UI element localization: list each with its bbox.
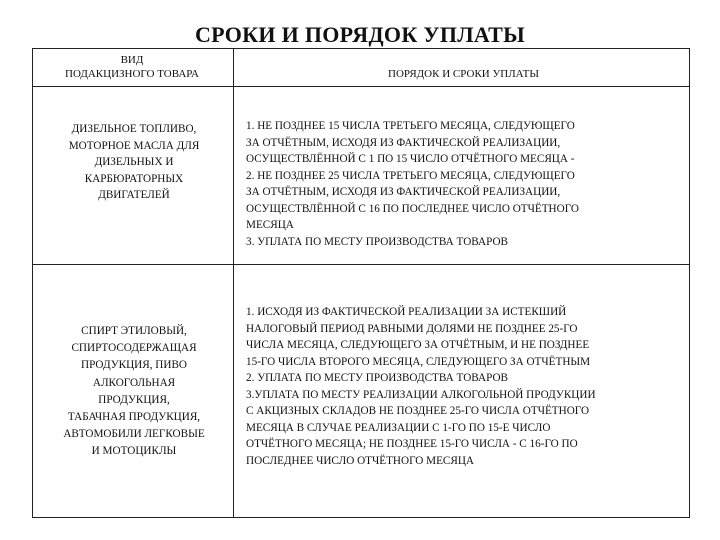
payment-terms-table	[32, 48, 690, 518]
row1-terms-line: МЕСЯЦА	[246, 219, 294, 231]
row2-terms-line: НАЛОГОВЫЙ ПЕРИОД РАВНЫМИ ДОЛЯМИ НЕ ПОЗДНЕЕ 25-ГО	[246, 322, 578, 335]
row1-terms-line: ЗА ОТЧЁТНЫМ, ИСХОДЯ ИЗ ФАКТИЧЕСКОЙ РЕАЛИЗАЦИИ,	[246, 186, 561, 198]
row2-terms-line: С АКЦИЗНЫХ СКЛАДОВ НЕ ПОЗДНЕЕ 25-ГО ЧИСЛА ОТЧЁТНОГО	[246, 405, 590, 417]
page-title: СРОКИ И ПОРЯДОК УПЛАТЫ	[194, 22, 526, 47]
row1-product	[42, 121, 226, 204]
row1-terms-line: 2. НЕ ПОЗДНЕЕ 25 ЧИСЛА ТРЕТЬЕГО МЕСЯЦА, СЛЕДУЮЩЕГО	[246, 169, 575, 182]
row2-terms	[246, 304, 694, 469]
header-payment-terms: ПОРЯДОК И СРОКИ УПЛАТЫ	[388, 68, 539, 80]
row2-terms-line: ОТЧЁТНОГО МЕСЯЦА; НЕ ПОЗДНЕЕ 15-ГО ЧИСЛА - С 16-ГО ПО	[246, 438, 578, 450]
row1-terms-line: ОСУЩЕСТВЛЁННОЙ С 16 ПО ПОСЛЕДНЕЕ ЧИСЛО ОТЧЁТНОГО	[246, 202, 579, 215]
row1-product-line: ДИЗЕЛЬНОЕ ТОПЛИВО,	[71, 123, 197, 135]
header-product-type-line: ПОДАКЦИЗНОГО ТОВАРА	[65, 67, 199, 80]
row2-terms-line: ПОСЛЕДНЕЕ ЧИСЛО ОТЧЁТНОГО МЕСЯЦА	[246, 454, 475, 467]
row2-product-line: АЛКОГОЛЬНАЯ	[92, 376, 176, 389]
row2-terms-line: 1. ИСХОДЯ ИЗ ФАКТИЧЕСКОЙ РЕАЛИЗАЦИИ ЗА ИСТЕКШИЙ	[246, 306, 567, 318]
row2-product-line: СПИРТОСОДЕРЖАЩАЯ	[71, 342, 197, 355]
row2-product-line: АВТОМОБИЛИ ЛЕГКОВЫЕ	[63, 428, 205, 441]
row2-product	[38, 323, 230, 461]
table-top-border	[32, 48, 690, 49]
row1-product-line: КАРБЮРАТОРНЫХ	[84, 172, 184, 185]
row1-product-line: ДИЗЕЛЬНЫХ И	[94, 156, 174, 168]
row1-terms-line: ОСУЩЕСТВЛЁННОЙ С 1 ПО 15 ЧИСЛО ОТЧЁТНОГО МЕСЯЦА -	[246, 153, 575, 165]
row2-terms-line: 3.УПЛАТА ПО МЕСТУ РЕАЛИЗАЦИИ АЛКОГОЛЬНОЙ ПРОДУКЦИИ	[246, 388, 596, 401]
header-product-type	[32, 54, 232, 81]
row2-terms-line: ЧИСЛА МЕСЯЦА, СЛЕДУЮЩЕГО ЗА ОТЧЁТНЫМ, И НЕ ПОЗДНЕЕ	[246, 339, 590, 351]
row2-terms-line: 15-ГО ЧИСЛА ВТОРОГО МЕСЯЦА, СЛЕДУЮЩЕГО ЗА ОТЧЁТНЫМ	[246, 355, 591, 368]
row1-terms-line: 1. НЕ ПОЗДНЕЕ 15 ЧИСЛА ТРЕТЬЕГО МЕСЯЦА, СЛЕДУЮЩЕГО	[246, 120, 575, 132]
row2-product-line: ТАБАЧНАЯ ПРОДУКЦИЯ,	[67, 411, 201, 424]
row2-product-line: И МОТОЦИКЛЫ	[91, 445, 177, 458]
row2-terms-line: 2. УПЛАТА ПО МЕСТУ ПРОИЗВОДСТВА ТОВАРОВ	[246, 372, 509, 384]
table-column-divider	[233, 48, 234, 518]
header-divider	[32, 86, 690, 87]
row1-terms-line: ЗА ОТЧЁТНЫМ, ИСХОДЯ ИЗ ФАКТИЧЕСКОЙ РЕАЛИЗАЦИИ,	[246, 136, 561, 149]
row1-terms-line: 3. УПЛАТА ПО МЕСТУ ПРОИЗВОДСТВА ТОВАРОВ	[246, 235, 509, 248]
row-divider	[32, 264, 690, 265]
row1-product-line: МОТОРНОЕ МАСЛА ДЛЯ	[68, 139, 200, 152]
row2-product-line: СПИРТ ЭТИЛОВЫЙ,	[81, 325, 187, 337]
row1-product-line: ДВИГАТЕЛЕЙ	[98, 189, 170, 201]
row2-terms-line: МЕСЯЦА В СЛУЧАЕ РЕАЛИЗАЦИИ С 1-ГО ПО 15-Е ЧИСЛО	[246, 421, 551, 434]
table-bottom-border	[32, 517, 690, 518]
row2-product-line: ПРОДУКЦИЯ, ПИВО	[80, 359, 188, 372]
table-left-border	[32, 48, 33, 518]
row2-product-line: ПРОДУКЦИЯ,	[98, 393, 170, 406]
row1-terms	[246, 118, 686, 250]
header-product-type-line: ВИД	[120, 54, 144, 66]
